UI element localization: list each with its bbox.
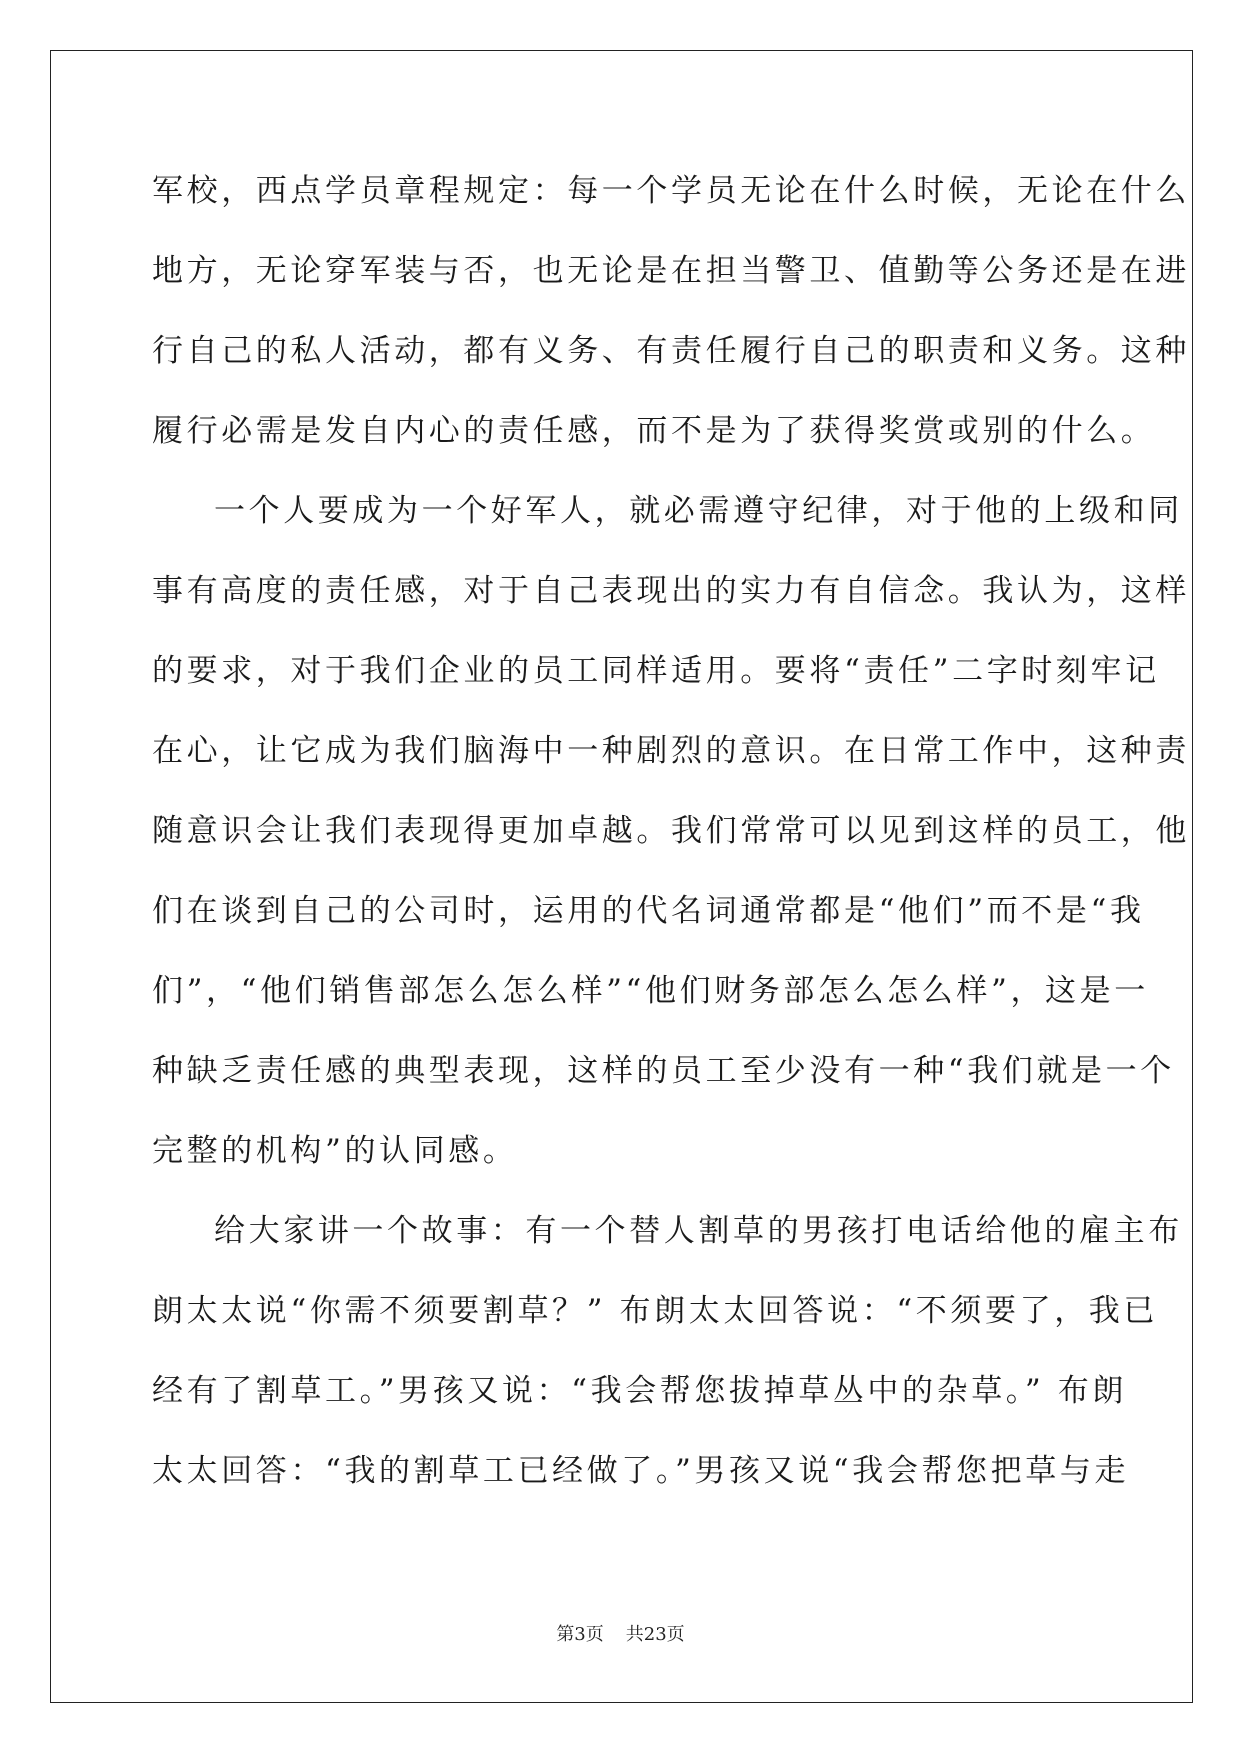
text-line: 种缺乏责任感的典型表现，这样的员工至少没有一种“我们就是一个 [152, 1053, 1175, 1089]
text-line: 一个人要成为一个好军人，就必需遵守纪律，对于他的上级和同 [214, 493, 1183, 529]
page-number: 第3页 [556, 1624, 604, 1645]
text-line: 完整的机构”的认同感。 [152, 1133, 518, 1169]
text-line: 太太回答：“我的割草工已经做了。”男孩又说“我会帮您把草与走 [152, 1453, 1130, 1489]
text-line: 经有了割草工。”男孩又说：“我会帮您拔掉草丛中的杂草。” 布朗 [152, 1373, 1127, 1409]
text-line: 行自己的私人活动，都有义务、有责任履行自己的职责和义务。这种 [152, 333, 1190, 369]
text-line: 地方，无论穿军装与否，也无论是在担当警卫、值勤等公务还是在进 [152, 253, 1190, 289]
text-line: 履行必需是发自内心的责任感，而不是为了获得奖赏或别的什么。 [152, 413, 1156, 449]
text-line: 的要求，对于我们企业的员工同样适用。要将“责任”二字时刻牢记 [152, 653, 1160, 689]
page-footer [0, 1620, 1241, 1646]
text-line: 给大家讲一个故事：有一个替人割草的男孩打电话给他的雇主布 [214, 1213, 1183, 1249]
text-line: 们在谈到自己的公司时，运用的代名词通常都是“他们”而不是“我 [152, 893, 1145, 929]
text-line: 随意识会让我们表现得更加卓越。我们常常可以见到这样的员工，他 [152, 813, 1190, 849]
text-line: 们”，“他们销售部怎么怎么样”“他们财务部怎么怎么样”，这是一 [152, 973, 1149, 1009]
text-line: 在心，让它成为我们脑海中一种剧烈的意识。在日常工作中，这种责 [152, 733, 1190, 769]
page-total: 共23页 [625, 1624, 685, 1645]
text-line: 军校，西点学员章程规定：每一个学员无论在什么时候，无论在什么 [152, 173, 1190, 209]
text-line: 事有高度的责任感，对于自己表现出的实力有自信念。我认为，这样 [152, 573, 1190, 609]
text-line: 朗太太说“你需不须要割草？” 布朗太太回答说：“不须要了，我已 [152, 1293, 1158, 1329]
document-body [152, 160, 1190, 1520]
